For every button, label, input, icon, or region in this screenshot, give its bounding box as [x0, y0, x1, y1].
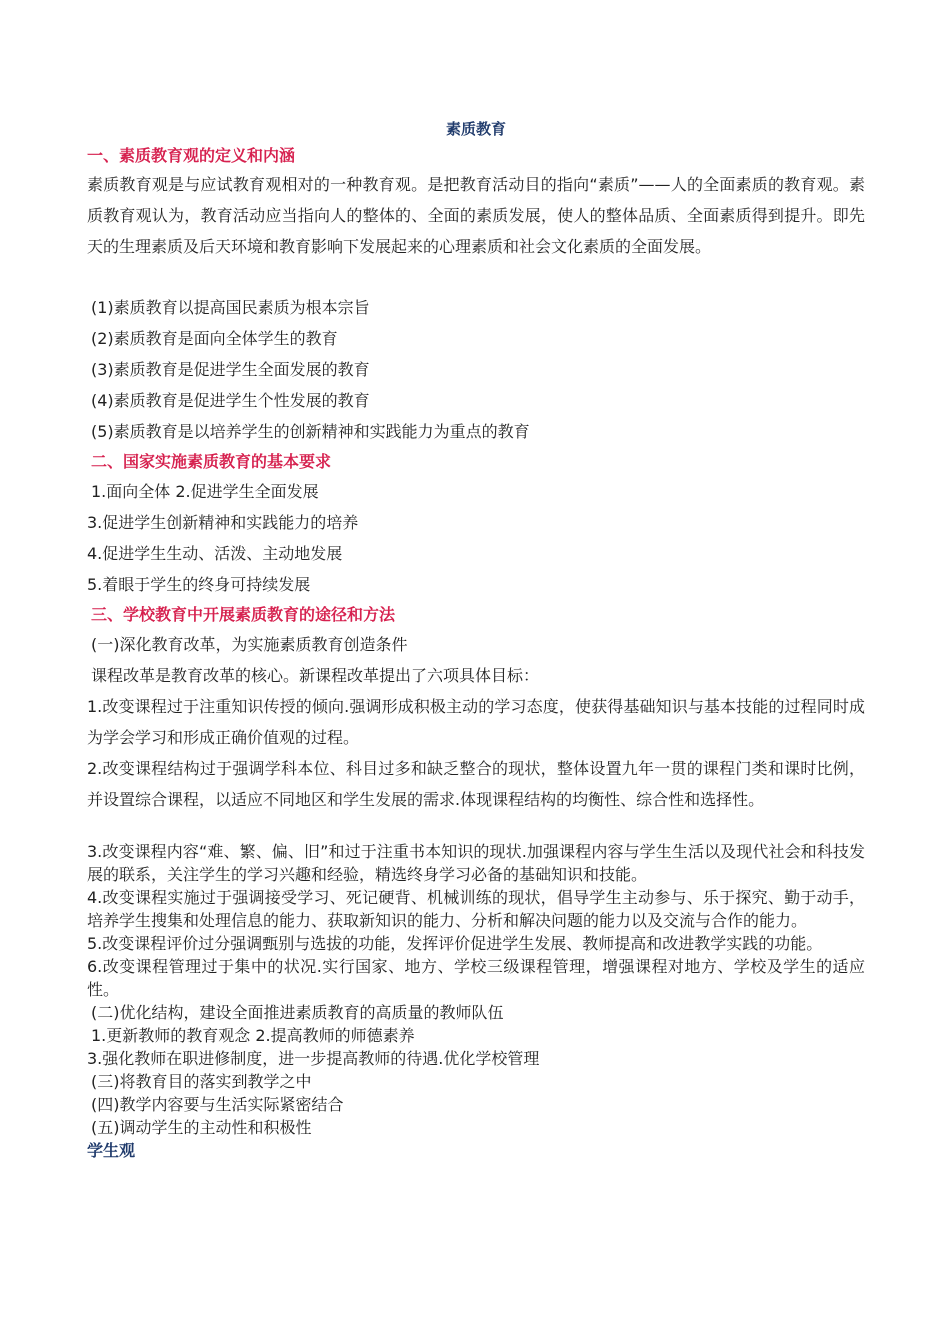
- subheading: (四)教学内容要与生活实际紧密结合: [91, 1095, 344, 1114]
- list-item: 5.着眼于学生的终身可持续发展: [87, 575, 311, 594]
- list-item: 1.面向全体 2.促进学生全面发展: [91, 482, 319, 501]
- section-1-list: [87, 292, 865, 447]
- goal-2-text: 2.改变课程结构过于强调学科本位、科目过多和缺乏整合的现状，整体设置九年一贯的课程门类和课时比例，并设置综合课程，以适应不同地区和学生发展的需求.体现课程结构的均衡性、综合性和选择性。: [87, 759, 865, 809]
- subheading: (二)优化结构，建设全面推进素质教育的高质量的教师队伍: [91, 1003, 504, 1022]
- goals-tight: [87, 840, 865, 1163]
- goal-1-text: 1.改变课程过于注重知识传授的倾向.强调形成积极主动的学习态度，使获得基础知识与基本技能的过程同时成为学会学习和形成正确价值观的过程。: [87, 697, 865, 747]
- intro-text: 课程改革是教育改革的核心。新课程改革提出了六项具体目标：: [91, 666, 540, 685]
- section-2-heading: 二、国家实施素质教育的基本要求: [91, 452, 332, 471]
- section-2: [87, 450, 865, 474]
- section-1-body: [87, 169, 865, 262]
- list-item: 3.促进学生创新精神和实践能力的培养: [87, 513, 359, 532]
- section-2-list: [87, 476, 865, 600]
- goal-4-text: 4.改变课程实施过于强调接受学习、死记硬背、机械训练的现状，倡导学生主动参与、乐于探究、勤于动手，培养学生搜集和处理信息的能力、获取新知识的能力、分析和解决问题的能力以及交流与合作的能力。: [87, 888, 865, 930]
- list-item: 3.强化教师在职进修制度，进一步提高教师的待遇.优化学校管理: [87, 1049, 540, 1068]
- list-item: 4.促进学生生动、活泼、主动地发展: [87, 544, 343, 563]
- list-item: (3)素质教育是促进学生全面发展的教育: [91, 360, 370, 379]
- list-item: 1.更新教师的教育观念 2.提高教师的师德素养: [91, 1026, 415, 1045]
- subheading: (三)将教育目的落实到教学之中: [91, 1072, 312, 1091]
- goal-1: [87, 691, 865, 753]
- subheading: (五)调动学生的主动性和积极性: [91, 1118, 312, 1137]
- section-1: [87, 144, 865, 168]
- goal-6-text: 6.改变课程管理过于集中的状况.实行国家、地方、学校三级课程管理，增强课程对地方、学校及学生的适应性。: [87, 957, 865, 999]
- next-section-heading: 学生观: [87, 1141, 136, 1160]
- goal-5-text: 5.改变课程评价过分强调甄别与选拔的功能，发挥评价促进学生发展、教师提高和改进教学实践的功能。: [87, 934, 823, 953]
- goal-3-text: 3.改变课程内容“难、繁、偏、旧”和过于注重书本知识的现状.加强课程内容与学生生活以及现代社会和科技发展的联系，关注学生的学习兴趣和经验，精选终身学习必备的基础知识和技能。: [87, 842, 865, 884]
- goal-2: [87, 753, 865, 815]
- subheading: (一)深化教育改革，为实施素质教育创造条件: [91, 635, 408, 654]
- list-item: (1)素质教育以提高国民素质为根本宗旨: [91, 298, 370, 317]
- document-title: 素质教育: [445, 120, 506, 138]
- section-3-heading: 三、学校教育中开展素质教育的途径和方法: [91, 605, 396, 624]
- list-item: (4)素质教育是促进学生个性发展的教育: [91, 391, 370, 410]
- list-item: (5)素质教育是以培养学生的创新精神和实践能力为重点的教育: [91, 422, 530, 441]
- section-1-heading: 一、素质教育观的定义和内涵: [87, 146, 296, 165]
- section-1-paragraph: 素质教育观是与应试教育观相对的一种教育观。是把教育活动目的指向“素质”——人的全面素质的教育观。素质教育观认为，教育活动应当指向人的整体的、全面的素质发展，使人的整体品质、全面素质得到提升。即先天的生理素质及后天环境和教育影响下发展起来的心理素质和社会文化素质的全面发展。: [87, 175, 865, 256]
- section-3: [87, 603, 865, 627]
- section-3-intro: [87, 629, 865, 691]
- list-item: (2)素质教育是面向全体学生的教育: [91, 329, 338, 348]
